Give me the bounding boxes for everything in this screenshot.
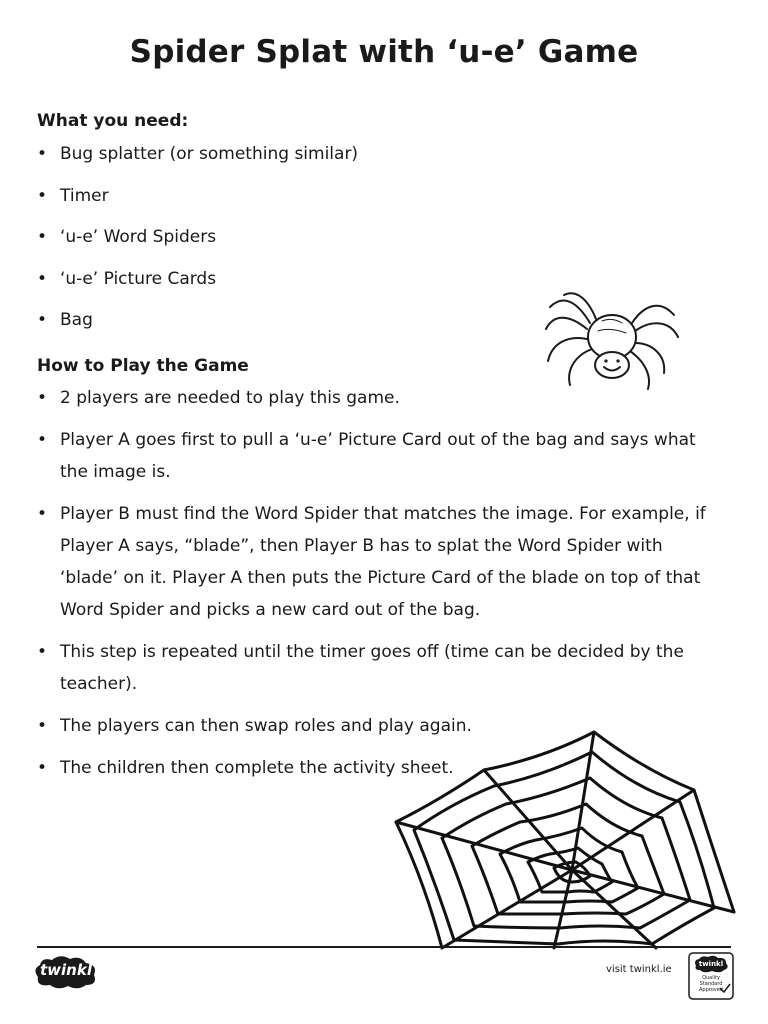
list-item-text: The players can then swap roles and play again. — [60, 716, 472, 736]
needs-list — [37, 138, 517, 346]
footer-rule — [37, 946, 731, 948]
list-item — [37, 138, 517, 180]
list-item-text: Player A goes first to pull a ‘u-e’ Picture Card out of the bag and says what the image is. — [60, 430, 696, 482]
bullet: • — [37, 310, 48, 330]
visit-link[interactable]: visit twinkl.ie — [606, 964, 672, 975]
list-item — [37, 498, 719, 626]
list-item-text: Player B must find the Word Spider that matches the image. For example, if Player A says, “blade”, then Player B has to splat the Word Spider with ‘blade’ on it. Player A then puts the Picture Card of the blade on top of that Word Spider and picks a new card out of the bag. — [60, 504, 706, 620]
list-item — [37, 424, 719, 488]
list-item-text: Bug splatter (or something similar) — [60, 144, 359, 164]
bullet: • — [37, 388, 48, 408]
list-item-text: Bag — [60, 310, 93, 330]
badge-caption: Quality Standard Approved — [699, 975, 723, 993]
needs-heading: What you need: — [37, 111, 189, 131]
list-item — [37, 180, 517, 222]
bullet: • — [37, 185, 48, 206]
list-item-text: ‘u-e’ Word Spiders — [60, 227, 217, 247]
bullet: • — [37, 716, 48, 736]
twinkl-logo-text: twinkl — [40, 961, 92, 979]
bullet: • — [37, 642, 48, 662]
bullet: • — [37, 268, 48, 289]
spider-illustration — [540, 285, 685, 395]
bullet: • — [37, 144, 48, 164]
list-item-text: This step is repeated until the timer goes off (time can be decided by the teacher). — [60, 642, 684, 694]
bullet: • — [37, 504, 48, 524]
list-item-text: Timer — [60, 185, 109, 206]
list-item — [37, 263, 517, 305]
bullet: • — [37, 227, 48, 247]
play-heading: How to Play the Game — [37, 356, 249, 376]
bullet: • — [37, 430, 48, 450]
list-item-text: ‘u-e’ Picture Cards — [60, 268, 217, 289]
list-item-text: The children then complete the activity sheet. — [60, 758, 454, 778]
list-item — [37, 221, 517, 263]
list-item-text: 2 players are needed to play this game. — [60, 388, 400, 408]
spider-web-illustration — [394, 730, 736, 952]
badge-brand: twinkl — [698, 960, 724, 968]
list-item — [37, 636, 719, 700]
list-item — [37, 304, 517, 346]
page-title: Spider Splat with ‘u-e’ Game — [129, 34, 639, 70]
bullet: • — [37, 758, 48, 778]
